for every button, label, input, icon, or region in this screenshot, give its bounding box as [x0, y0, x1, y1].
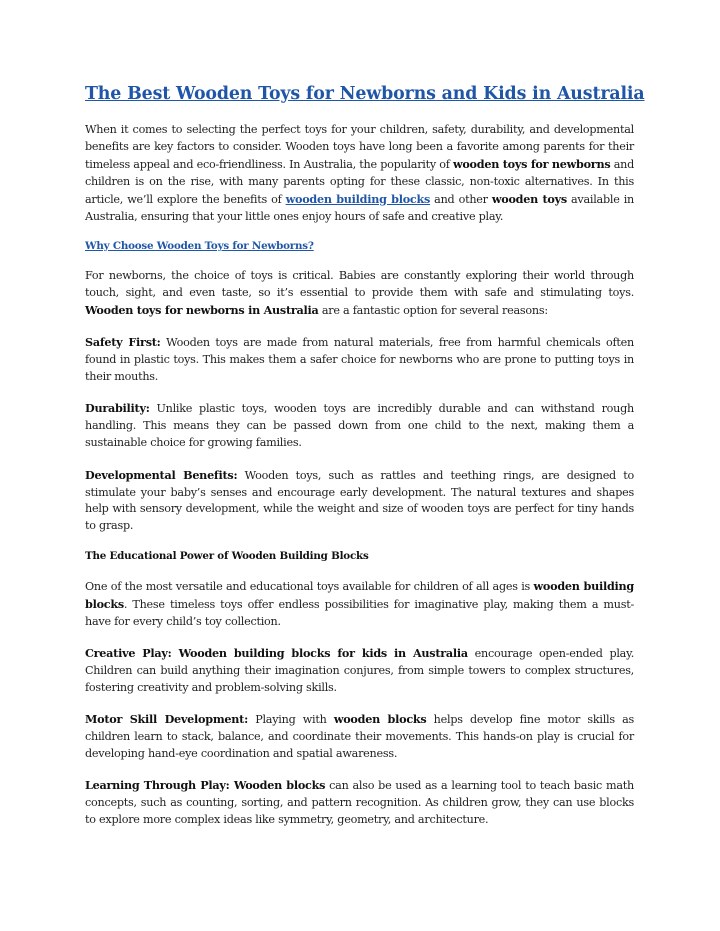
learning-label: Learning Through Play: Wooden blocks	[85, 778, 326, 793]
intro-keyword-wooden-toys: wooden toys	[491, 191, 567, 206]
durability-paragraph	[85, 400, 634, 452]
intro-text-4: available in Australia, ensuring that your little ones enjoy hours of safe and creative play.	[85, 192, 634, 223]
blocks-intro-keyword: wooden building blocks	[85, 578, 635, 611]
motor-skill-paragraph	[85, 711, 634, 763]
blocks-intro-text-2: . These timeless toys offer endless possibilities for imaginative play, making them a must-have for every child’s toy collection.	[85, 597, 634, 628]
motor-skill-text-1: Playing with	[247, 713, 334, 727]
motor-skill-label: Motor Skill Development:	[85, 712, 248, 727]
learning-text: can also be used as a learning tool to teach basic math concepts, such as counting, sorting, and pattern recognition. As children grow, they can use blocks to explore more complex ideas like symmetry, geometry, and architecture.	[85, 779, 634, 827]
developmental-text: Wooden toys, such as rattles and teething rings, are designed to stimulate your baby’s senses and encourage early development. The natural textures and shapes help with sensory development, while the weight and size of wooden toys are perfect for tiny hands to grasp.	[85, 468, 634, 533]
article	[85, 84, 645, 844]
blocks-intro-paragraph	[85, 578, 634, 631]
newborns-text-2: are a fantastic option for several reasons:	[318, 303, 548, 317]
intro-paragraph	[85, 122, 634, 225]
section-heading-building-blocks: The Educational Power of Wooden Building Blocks	[85, 549, 369, 562]
intro-text-1: When it comes to selecting the perfect toys for your children, safety, durability, and developmental benefits are key factors to consider. Wooden toys have long been a favorite among parents for their timeless appeal and eco-friendliness. In Australia, the popularity of	[85, 123, 634, 171]
durability-label: Durability:	[85, 401, 150, 416]
newborns-paragraph	[85, 268, 634, 320]
safety-text: Wooden toys are made from natural materials, free from harmful chemicals often found in plastic toys. This makes them a safer choice for newborns who are prone to putting toys in their mouths.	[85, 336, 634, 383]
section-heading-why-choose[interactable]: Why Choose Wooden Toys for Newborns?	[85, 239, 314, 252]
safety-label: Safety First:	[85, 335, 161, 350]
learning-paragraph	[85, 777, 634, 829]
intro-text-3: and other	[430, 192, 492, 206]
newborns-keyword: Wooden toys for newborns in Australia	[85, 302, 319, 317]
safety-paragraph	[85, 334, 634, 386]
developmental-label: Developmental Benefits:	[85, 467, 238, 482]
creative-play-paragraph	[85, 645, 634, 697]
motor-skill-text-2: helps develop fine motor skills as children learn to stack, balance, and coordinate their movements. This hands-on play is crucial for developing hand-eye coordination and spatial awareness.	[85, 713, 634, 760]
creative-play-text: encourage open-ended play. Children can build anything their imagination conjures, from simple towers to complex structures, fostering creativity and problem-solving skills.	[85, 646, 634, 694]
wooden-building-blocks-link[interactable]: wooden building blocks	[285, 191, 431, 206]
creative-play-label: Creative Play: Wooden building blocks for kids in Australia	[85, 645, 468, 660]
blocks-intro-text-1: One of the most versatile and educational toys available for children of all ages is	[85, 579, 534, 593]
developmental-paragraph	[85, 467, 634, 536]
intro-keyword-newborns: wooden toys for newborns	[452, 156, 611, 171]
page-title: The Best Wooden Toys for Newborns and Kids in Australia	[85, 84, 645, 104]
newborns-text-1: For newborns, the choice of toys is critical. Babies are constantly exploring their world through touch, sight, and even taste, so it’s essential to provide them with safe and stimulating toys.	[85, 268, 634, 299]
durability-text: Unlike plastic toys, wooden toys are incredibly durable and can withstand rough handling. This means they can be passed down from one child to the next, making them a sustainable choice for growing families.	[85, 402, 634, 450]
intro-text-2: and children is on the rise, with many parents opting for these classic, non-toxic alternatives. In this article, we’ll explore the benefits of	[85, 157, 634, 206]
motor-skill-keyword: wooden blocks	[333, 712, 427, 727]
